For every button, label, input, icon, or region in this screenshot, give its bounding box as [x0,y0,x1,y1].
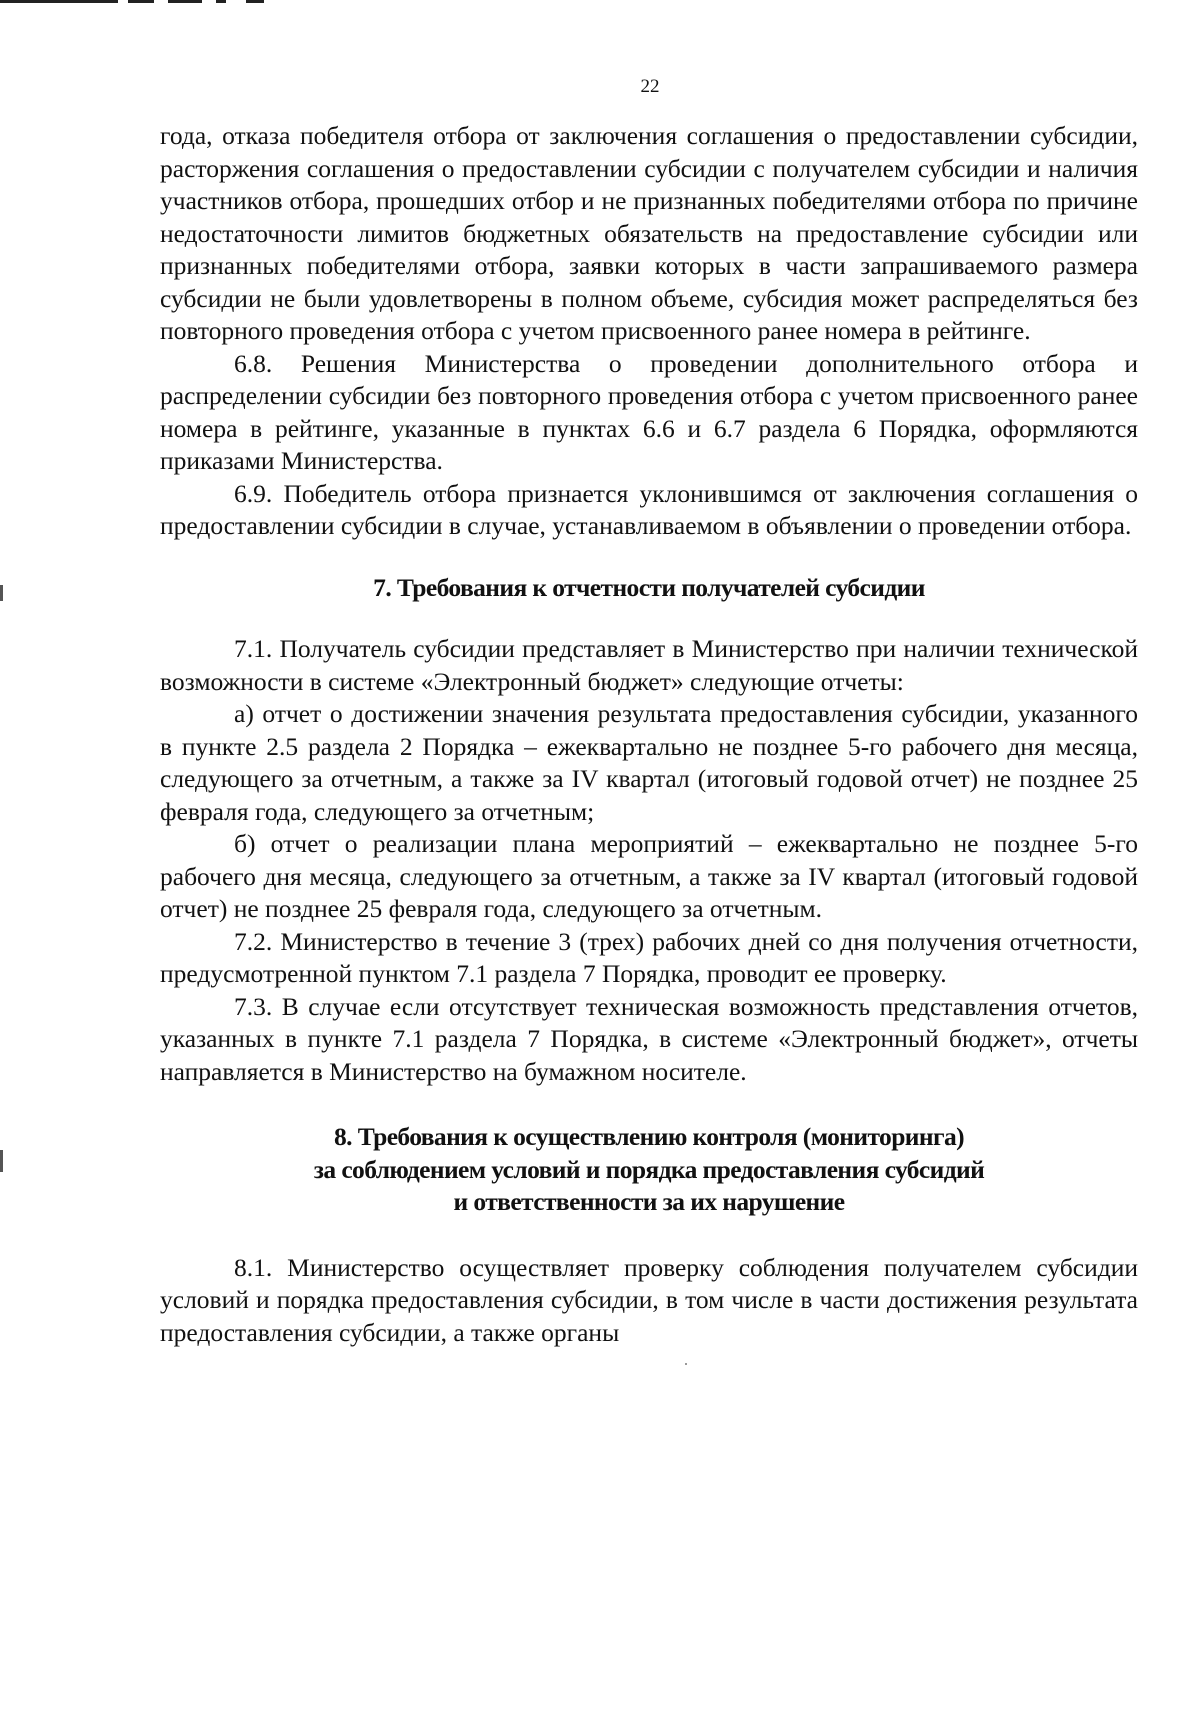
section-8-heading-line: и ответственности за их нарушение [453,1187,845,1216]
section-8-heading-line: за соблюдением условий и порядка предоставления субсидий [313,1154,985,1184]
scan-edge-mark-top [0,585,3,601]
scan-dust-dot [685,1363,687,1365]
paragraph-7-1-a: а) отчет о достижении значения результата предоставления субсидии, указанного в пункте 2.5 раздела 2 Порядка – ежеквартально не позднее 5-го рабочего дня месяца, следующего за отчетным, а также за IV квартал (итоговый годовой отчет) не позднее 25 февраля года, следующего за отчетным; [160,699,1138,826]
paragraph-7-2: 7.2. Министерство в течение 3 (трех) рабочих дней со дня получения отчетности, предусмотренной пунктом 7.1 раздела 7 Порядка, проводит ее проверку. [160,926,1138,988]
paragraph-7-3: 7.3. В случае если отсутствует техническая возможность представления отчетов, указанных в пункте 7.1 раздела 7 Порядка, в системе «Электронный бюджет», отчеты направляется в Министерство на бумажном носителе. [160,991,1138,1086]
page-number: 22 [640,76,660,97]
paragraph-6-8: 6.8. Решения Министерства о проведении дополнительного отбора и распределении субсидии без повторного проведения отбора с учетом присвоенного ранее номера в рейтинге, указанные в пунктах 6.6 и 6.7 раздела 6 Порядка, оформляются приказами Министерства. [160,348,1138,475]
section-8-heading [160,1121,1138,1219]
paragraph-6-9: 6.9. Победитель отбора признается уклонившимся от заключения соглашения о предоставлении субсидии в случае, устанавливаемом в объявлении о проведении отбора. [160,478,1138,540]
paragraph-continuation: года, отказа победителя отбора от заключения соглашения о предоставлении субсидии, расторжения соглашения о предоставлении субсидии с получателем субсидии и наличия участников отбора, прошедших отбор и не признанных победителями отбора по причине недостаточности лимитов бюджетных обязательств на предоставление субсидии или признанных победителями отбора, заявки которых в части запрашиваемого размера субсидии не были удовлетворены в полном объеме, субсидия может распределяться без повторного проведения отбора с учетом присвоенного ранее номера в рейтинге. [160,121,1138,345]
paragraph-8-1: 8.1. Министерство осуществляет проверку соблюдения получателем субсидии условий и порядка предоставления субсидии, в том числе в части достижения результата предоставления субсидии, а также органы [160,1252,1138,1347]
paragraph-7-1: 7.1. Получатель субсидии представляет в Министерство при наличии технической возможности в системе «Электронный бюджет» следующие отчеты: [160,634,1138,696]
paragraph-7-1-b: б) отчет о реализации плана мероприятий – ежеквартально не позднее 5-го рабочего дня месяца, следующего за отчетным, а также за IV квартал (итоговый годовой отчет) не позднее 25 февраля года, следующего за отчетным. [160,829,1138,923]
document-body [160,120,1138,1349]
section-7-heading: 7. Требования к отчетности получателей субсидии [373,572,925,602]
scan-edge-mark-bottom [0,1150,3,1172]
section-8-heading-line: 8. Требования к осуществлению контроля (мониторинга) [334,1122,964,1151]
scan-artifact-marks [0,0,300,4]
